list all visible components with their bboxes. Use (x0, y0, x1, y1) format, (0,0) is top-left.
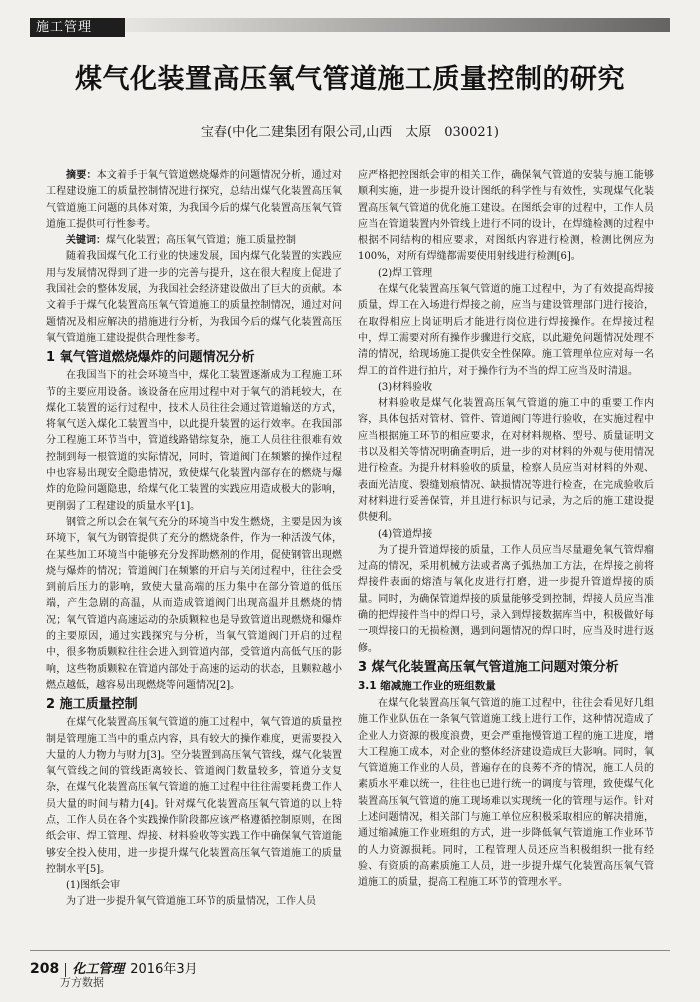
abstract-text: 本文着手于氧气管道燃烧爆炸的问题情况分析，通过对工程建设施工的质量控制情况进行探究，总结出煤气化装置高压氧气管道施工问题的具体对策，为我国今后的煤气化装置高压氧气管道施工提供可行性参考。 (46, 170, 343, 230)
page-number: 208 (30, 961, 60, 977)
paragraph: 为了提升管道焊接的质量，工作人员应当尽量避免氧气管焊瘤过高的情况，采用机械方法或者离子弧热加工方法，在焊接之前将焊接件表面的熔渣与氧化皮进行打磨，进一步提升管道焊接的质量。同时，为确保管道焊接的质量能够受到控制，焊接人员应当准确的把焊接件当中的焊口号，录入到焊接数据库当中，积极做好每一项焊接口的无损检测，遇到问题情况的焊口时，应当及时进行返修。 (358, 544, 654, 654)
right-column (358, 168, 654, 891)
paragraph: 应严格把控图纸会审的相关工作，确保氧气管道的安装与施工能够顺利实施，进一步提升设计图纸的科学性与有效性，实现煤气化装置高压氧气管道的优化施工建设。在图纸会审的过程中，工作人员应当在管道装置内外管线上进行不同的设计，在焊缝检测的过程中根据不同结构的相应要求，对图纸内容进行检测，检测比例应为100%，对所有焊缝都需要使用射线进行检测[6]。 (358, 170, 654, 263)
magazine-name: 化工管理 (72, 962, 125, 977)
section-heading: 2 施工质量控制 (46, 697, 138, 713)
section-heading: 3 煤气化装置高压氧气管道施工问题对策分析 (358, 659, 619, 675)
paragraph: 在煤气化装置高压氧气管道的施工过程中，往往会看见好几组施工作业队伍在一条氧气管道施工线上进行工作，这种情况造成了企业人力资源的极度浪费，更会严重拖慢管道工程的施工进度，增大工程施工成本，对企业的整体经济建设造成巨大影响。同时，氧气管道施工作业的人员，普遍存在的良莠不齐的情况，施工人员的素质水平难以统一，往往也已进行统一的调度与管理，致使煤气化装置高压氧气管道的施工现场难以实现统一化的管理与运作。针对上述问题情况，相关部门与施工单位应积极采取相应的解决措施，通过缩减施工作业班组的方式，进一步降低氧气管道施工作业环节的人力资源损耗。同时，工程管理人员还应当积极组织一批有经验、有资质的高素质施工人员，进一步提升煤气化装置高压氧气管道施工的质量，提高工程施工环节的管理水平。 (358, 697, 654, 889)
subsection-heading: 3.1 缩减施工作业的班组数量 (358, 679, 496, 692)
paragraph: 材料验收是煤气化装置高压氧气管道的施工中的重要工作内容，具体包括对管材、管件、管道阀门等进行验收，在实施过程中应当根据施工环节的相应要求，在对材料规格、型号、质量证明文书以及相关等情况明确查明后，进一步的对材料的外观与使用情况进行检查。为提升材料验收的质量，检察人员应当对材料的外观、表面光洁度、裂缝划痕情况、缺损情况等进行检查，在完成验收后对材料进行妥善保管，并且进行标识与记录，为之后的施工建设提供便利。 (358, 398, 654, 524)
subheading: (3)材料验收 (378, 381, 433, 393)
abstract-label: 摘要： (66, 170, 97, 181)
paragraph: 在我国当下的社会环境当中，煤化工装置逐渐成为工程施工环节的主要应用设备。该设备在应用过程中对于氧气的消耗较大，在煤化工装置的运行过程中，技术人员往往会通过管道输送的方式，将氧气送入煤化工装置当中，以此提升装置的运行效率。在我国部分工程施工环节当中，管道线路错综复杂，施工人员往往很难有效控制到每一根管道的实际情况，同时，管道阀门在频繁的操作过程中也容易出现安全隐患情况，致使煤气化装置内部存在的燃烧与爆炸的危险问题隐患，给煤气化工装置的实践应用造成极大的影响，更削弱了工程建设的质量水平[1]。 (46, 370, 342, 512)
author-byline: 宝春(中化二建集团有限公司,山西 太原 030021) (201, 125, 499, 140)
header-gradient-bar (125, 18, 670, 32)
keywords (46, 233, 342, 249)
article-title: 煤气化装置高压氧气管道施工质量控制的研究 (75, 64, 625, 95)
left-column (46, 168, 342, 911)
keywords-text: 煤气化装置；高压氧气管道；施工质量控制 (106, 235, 296, 247)
paragraph: 为了进一步提升氧气管道施工环节的质量情况，工作人员 (66, 896, 316, 908)
footer-separator (65, 963, 66, 977)
subheading: (2)焊工管理 (378, 267, 433, 279)
subheading: (1)图纸会审 (66, 880, 121, 892)
paragraph: 随着我国煤气化工行业的快速发展，国内煤气化装置的实践应用与发展情况得到了进一步的完善与提升，这在很大程度上促进了我国社会的整体发展，为我国社会经济建设做出了巨大的贡献。本文着手于煤气化装置高压氧气管道施工的质量控制情况，通过对问题情况及相应解决的措施进行分析，为我国今后的煤气化装置高压氧气管道施工建设提供合理性参考。 (46, 251, 342, 344)
watermark: 万方数据 (60, 976, 104, 989)
paragraph: 在煤气化装置高压氧气管道的施工过程中，氧气管道的质量控制是管理施工当中的重点内容，具有较大的操作难度，更需要投入大量的人力物力与财力[3]。空分装置到高压氧气管线，煤气化装置氧气管线之间的管线距离较长、管道阀门数量较多，管道分支复杂，在煤气化装置高压氧气管道的施工过程中往往需要耗费工作人员大量的时间与精力[4]。针对煤气化装置高压氧气管道的以上特点，工作人员在各个实践操作阶段都应该严格遵循控制原则，在图纸会审、焊工管理、焊接、材料验收等实践工作中确保氧气管道能够安全投入使用，进一步提升煤气化装置高压氧气管道施工的质量控制水平[5]。 (46, 717, 342, 875)
keywords-label: 关键词： (66, 235, 106, 247)
footer (30, 960, 198, 979)
footer-rule (30, 950, 670, 951)
paragraph: 钢管之所以会在氧气充分的环境当中发生燃烧，主要是因为该环境下，氧气为钢管提供了充分的燃烧条件，作为一种活泼气体，在某些加工环境当中能够充分发挥助燃剂的作用，促使钢管出现燃烧与爆炸的情况；管道阀门在频繁的开启与关闭过程中，往往会受到前后压力的影响，致使大量高端的压力集中在部分管道的低压端，产生急剧的高温，从而造成管道阀门出现高温并且燃烧的情况；氧气管道内高速运动的杂质颗粒也是导致管道出现燃烧和爆炸的主要原因，通过实践探究与分析，当氧气管道阀门开启的过程中，很多物质颗粒往往会进入到管道内部，受管道内高低气压的影响，这些物质颗粒在管道内部处于高速的运动的状态，且颗粒越小燃点越低，越容易出现燃烧等问题情况[2]。 (46, 516, 342, 691)
section-heading: 1 氧气管道燃烧爆炸的问题情况分析 (46, 350, 255, 366)
abstract (46, 168, 342, 233)
section-tag: 施工管理 (36, 20, 93, 35)
issue-date: 2016年3月 (130, 962, 198, 977)
paragraph: 在煤气化装置高压氧气管道的施工过程中，为了有效提高焊接质量，焊工在入场进行焊接之前，应当与建设管理部门进行接洽，在取得相应上岗证明后才能进行岗位进行焊接操作。在焊接过程中，焊工需要对所有操作步骤进行交底，以此避免问题情况处理不清的情况，给现场施工提供安全性保障。施工管理单位应对每一名焊工的首件进行拍片，对于操作行为不当的焊工应当及时清退。 (358, 284, 654, 377)
subheading: (4)管道焊接 (378, 528, 433, 540)
